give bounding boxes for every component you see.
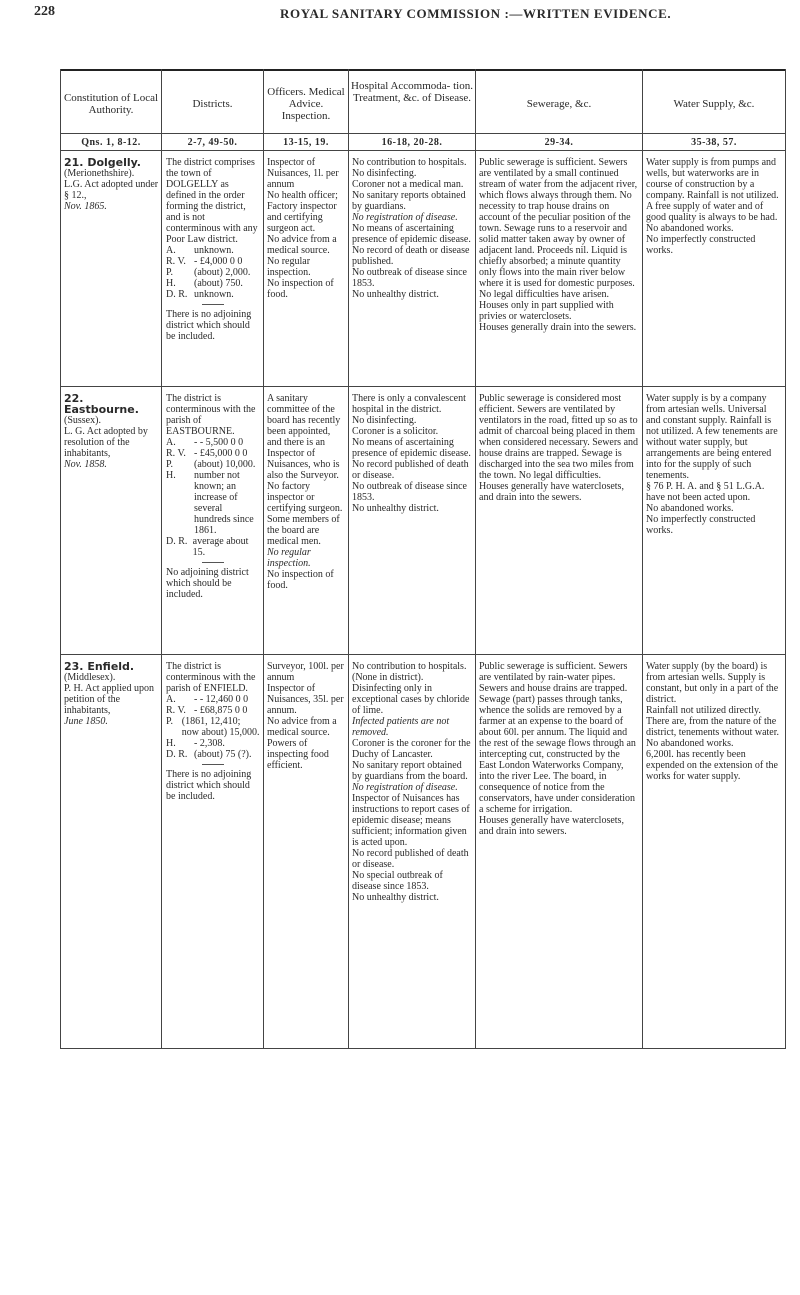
officers-line: No regular inspection. <box>267 547 311 569</box>
hospital-line: No outbreak of disease since 1853. <box>352 481 467 503</box>
district-figure: R. V. - £4,000 0 0 <box>166 256 243 267</box>
hospital-line: No unhealthy district. <box>352 503 439 514</box>
water-line: Water supply (by the board) is from artesian wells. Supply is constant, but only in a part of the district. <box>646 661 779 705</box>
hospital-line: Coroner is the coroner for the Duchy of Lancaster. <box>352 738 471 760</box>
separator <box>202 304 224 305</box>
district-intro: The district comprises the town of DOLGELLY as defined in the order forming the district, and is not conterminous with any Poor Law district. <box>166 157 258 245</box>
entry-3-hospital <box>352 661 473 903</box>
hospital-line: No means of ascertaining presence of epidemic disease. <box>352 223 471 245</box>
hospital-line: Disinfecting only in exceptional cases by chloride of lime. <box>352 683 470 716</box>
sewerage-line: Public sewerage is sufficient. Sewers are ventilated by rain-water pipes. Sewers and house drains are trapped. Sewage (part) passes through tanks, whence the solids are removed by a farmer at an expense to the board of about 60l. per annum. The liquid and the rest of the sewage flows through an intercepting cut, constructed by the East London Waterworks Company, into the river Lee. The board, in consequence of notice from the conservators, have under consideration a scheme for irrigation. <box>479 661 636 815</box>
entry-1-sewerage <box>479 157 639 333</box>
district-adjoining: There is no adjoining district which should be included. <box>166 769 252 802</box>
district-figure: P. (1861, 12,410; now about) 15,000. <box>166 716 260 738</box>
hospital-line: No unhealthy district. <box>352 289 439 300</box>
entry-3-officers <box>267 661 346 771</box>
officers-line: A sanitary committee of the board has recently been appointed, and there is an Inspector of Nuisances, who is also the Surveyor. <box>267 393 341 481</box>
hospital-line: No record published of death or disease. <box>352 848 469 870</box>
entry-1-officers <box>267 157 346 300</box>
district-figure: P. (about) 2,000. <box>166 267 251 278</box>
header-water: Water Supply, &c. <box>673 98 755 110</box>
entry-2-authority-line: (Sussex). <box>64 415 101 426</box>
header-sewerage: Sewerage, &c. <box>526 98 592 110</box>
col-divider-3 <box>348 69 349 1049</box>
sewerage-line: Houses generally have waterclosets, and drain into sewers. <box>479 815 624 837</box>
officers-line: No regular inspection. <box>267 256 311 278</box>
qref-bottom-rule <box>60 150 786 151</box>
table-bottom-rule <box>60 1048 786 1049</box>
separator <box>202 764 224 765</box>
water-line: Water supply is by a company from artesian wells. Universal and constant supply. Rainfall is not utilized. A few tenements are without water supply, but arrangements are being entered into for the supply of such tenements. <box>646 393 778 481</box>
sewerage-line: Houses only in part supplied with privies or waterclosets. <box>479 300 614 322</box>
district-figure: H. - 2,308. <box>166 738 225 749</box>
col-divider-1 <box>161 69 162 1049</box>
hospital-line: No record of death or disease published. <box>352 245 470 267</box>
water-line: 6,200l. has recently been expended on the extension of the works for water supply. <box>646 749 778 782</box>
officers-line: Inspector of Nuisances, 1l. per annum <box>267 157 339 190</box>
officers-line: No inspection of food. <box>267 278 334 300</box>
header-constitution: Constitution of Local Authority. <box>63 92 159 116</box>
officers-line: No advice from a medical source. <box>267 234 337 256</box>
entry-2-hospital <box>352 393 473 514</box>
separator <box>202 562 224 563</box>
hospital-line: No sanitary report obtained by guardians from the board. <box>352 760 468 782</box>
entry-3-authority-line: P. H. Act applied upon petition of the inhabitants, <box>64 683 154 716</box>
entry-2-title: 22. Eastbourne. <box>64 392 139 416</box>
hospital-line: No sanitary reports obtained by guardians. <box>352 190 466 212</box>
water-line: No abandoned works. <box>646 738 734 749</box>
hospital-line: There is only a convalescent hospital in the district. <box>352 393 466 415</box>
district-figure: P. (about) 10,000. <box>166 459 256 470</box>
entry-3-sewerage <box>479 661 639 837</box>
district-figure: A. - - 12,460 0 0 <box>166 694 249 705</box>
officers-line: No inspection of food. <box>267 569 334 591</box>
water-line: No abandoned works. <box>646 503 734 514</box>
officers-line: No advice from a medical source. <box>267 716 337 738</box>
entry-2-officers <box>267 393 346 591</box>
entry-2-sewerage <box>479 393 639 503</box>
district-figure: D. R. average about 15. <box>166 536 249 558</box>
district-figure: A. unknown. <box>166 245 234 256</box>
water-line: Rainfall not utilized directly. There are, from the nature of the district, tenements without water. <box>646 705 780 738</box>
col-divider-5 <box>642 69 643 1049</box>
qref-officers: 13-15, 19. <box>283 137 329 148</box>
hospital-line: Inspector of Nuisances has instructions to report cases of epidemic disease; means sufficient; information given is acted upon. <box>352 793 470 848</box>
col-divider-left <box>60 69 61 1049</box>
qref-water: 35-38, 57. <box>691 137 737 148</box>
entry-2-water <box>646 393 782 536</box>
qref-districts: 2-7, 49-50. <box>187 137 238 148</box>
officers-line: No health officer; Factory inspector and certifying surgeon act. <box>267 190 338 234</box>
officers-line: No factory inspector or certifying surgeon. Some members of the board are medical men. <box>267 481 343 547</box>
entry-2-authority-line: L. G. Act adopted by resolution of the inhabitants, <box>64 426 148 459</box>
district-figure: R. V. - £45,000 0 0 <box>166 448 248 459</box>
hospital-line: No special outbreak of disease since 1853. <box>352 870 443 892</box>
sewerage-line: Houses generally drain into the sewers. <box>479 322 637 333</box>
entry-1-title: 21. Dolgelly. <box>64 156 141 169</box>
water-line: No imperfectly constructed works. <box>646 234 756 256</box>
sewerage-line: Public sewerage is sufficient. Sewers are ventilated by a small continued stream of water from the adjacent river, which flows always through them. No necessity to trap house drains on account of the peculiar position of the town. Sewage runs to a reservoir and solid matter taken away by owner of adjacent land. Proceeds nil. Liquid is chiefly absorbed; a minute quantity only flows into the main river below where it is used for domestic purposes. No legal difficulties have arisen. <box>479 157 638 300</box>
entry-3-authority <box>64 661 159 727</box>
entry-1-authority-line: Nov. 1865. <box>64 201 107 212</box>
page-number: 228 <box>34 4 55 19</box>
qref-constitution: Qns. 1, 8-12. <box>81 137 141 148</box>
header-officers: Officers. Medical Advice. Inspection. <box>267 86 345 122</box>
table-top-rule <box>60 69 786 71</box>
entry-2-authority <box>64 393 159 470</box>
hospital-line: No registration of disease. <box>352 782 458 793</box>
water-line: No abandoned works. <box>646 223 734 234</box>
entry-2-district <box>166 393 260 600</box>
hospital-line: No record published of death or disease. <box>352 459 469 481</box>
water-line: No imperfectly constructed works. <box>646 514 756 536</box>
qref-sewerage: 29-34. <box>544 137 574 148</box>
entry-3-authority-line: June 1850. <box>64 716 108 727</box>
entry-3-water <box>646 661 782 782</box>
officers-line: Inspector of Nuisances, 35l. per annum. <box>267 683 344 716</box>
entry-1-water <box>646 157 782 256</box>
row-rule-1 <box>60 386 786 387</box>
row-rule-2 <box>60 654 786 655</box>
water-line: Water supply is from pumps and wells, but waterworks are in course of construction by a company. Rainfall is not utilized. A free supply of water and of good quality is always to be had. <box>646 157 779 223</box>
district-figure: H. (about) 750. <box>166 278 243 289</box>
district-adjoining: There is no adjoining district which should be included. <box>166 309 252 342</box>
water-line: § 76 P. H. A. and § 51 L.G.A. have not been acted upon. <box>646 481 765 503</box>
hospital-line: No contribution to hospitals. <box>352 157 467 168</box>
header-hospital: Hospital Accommoda- tion. Treatment, &c. of Disease. <box>351 80 473 104</box>
district-figure: R. V. - £68,875 0 0 <box>166 705 248 716</box>
hospital-line: Coroner is a solicitor. <box>352 426 439 437</box>
hospital-line: No means of ascertaining presence of epidemic disease. <box>352 437 471 459</box>
entry-3-title: 23. Enfield. <box>64 660 135 673</box>
district-figure: D. R. unknown. <box>166 289 234 300</box>
qref-hospital: 16-18, 20-28. <box>381 137 443 148</box>
header-bottom-rule <box>60 133 786 134</box>
entry-1-authority-line: L.G. Act adopted under § 12., <box>64 179 159 201</box>
sewerage-line: Houses generally have waterclosets, and drain into the sewers. <box>479 481 624 503</box>
hospital-line: No contribution to hospitals. (None in district). <box>352 661 467 683</box>
entry-1-district <box>166 157 260 342</box>
hospital-line: Infected patients are not removed. <box>352 716 450 738</box>
col-divider-2 <box>263 69 264 1049</box>
hospital-line: No outbreak of disease since 1853. <box>352 267 467 289</box>
hospital-line: No disinfecting. <box>352 168 417 179</box>
entry-2-authority-line: Nov. 1858. <box>64 459 107 470</box>
entry-1-authority-line: (Merionethshire). <box>64 168 135 179</box>
hospital-line: No disinfecting. <box>352 415 417 426</box>
district-figure: H. number not known; an increase of several hundreds since 1861. <box>166 470 254 536</box>
sewerage-line: Public sewerage is considered most efficient. Sewers are ventilated by ventilators in the road, fitted up so as to admit of charcoal being placed in them when considered necessary. Sewers and house drains are trapped. Sewage is discharged into the sea two miles from the town. No legal difficulties. <box>479 393 639 481</box>
col-divider-right <box>785 69 786 1049</box>
running-head: ROYAL SANITARY COMMISSION :—WRITTEN EVIDENCE. <box>280 6 672 21</box>
district-figure: D. R. (about) 75 (?). <box>166 749 252 760</box>
entry-1-hospital <box>352 157 473 300</box>
hospital-line: No registration of disease. <box>352 212 458 223</box>
hospital-line: Coroner not a medical man. <box>352 179 464 190</box>
officers-line: Surveyor, 100l. per annum <box>267 661 344 683</box>
officers-line: Powers of inspecting food efficient. <box>267 738 329 771</box>
entry-1-authority <box>64 157 159 212</box>
district-intro: The district is conterminous with the parish of ENFIELD. <box>166 661 256 694</box>
col-divider-4 <box>475 69 476 1049</box>
district-intro: The district is conterminous with the parish of EASTBOURNE. <box>166 393 256 437</box>
district-figure: A. - - 5,500 0 0 <box>166 437 244 448</box>
district-adjoining: No adjoining district which should be included. <box>166 567 249 600</box>
header-districts: Districts. <box>192 98 233 110</box>
hospital-line: No unhealthy district. <box>352 892 439 903</box>
entry-3-district <box>166 661 260 802</box>
entry-3-authority-line: (Middlesex). <box>64 672 116 683</box>
